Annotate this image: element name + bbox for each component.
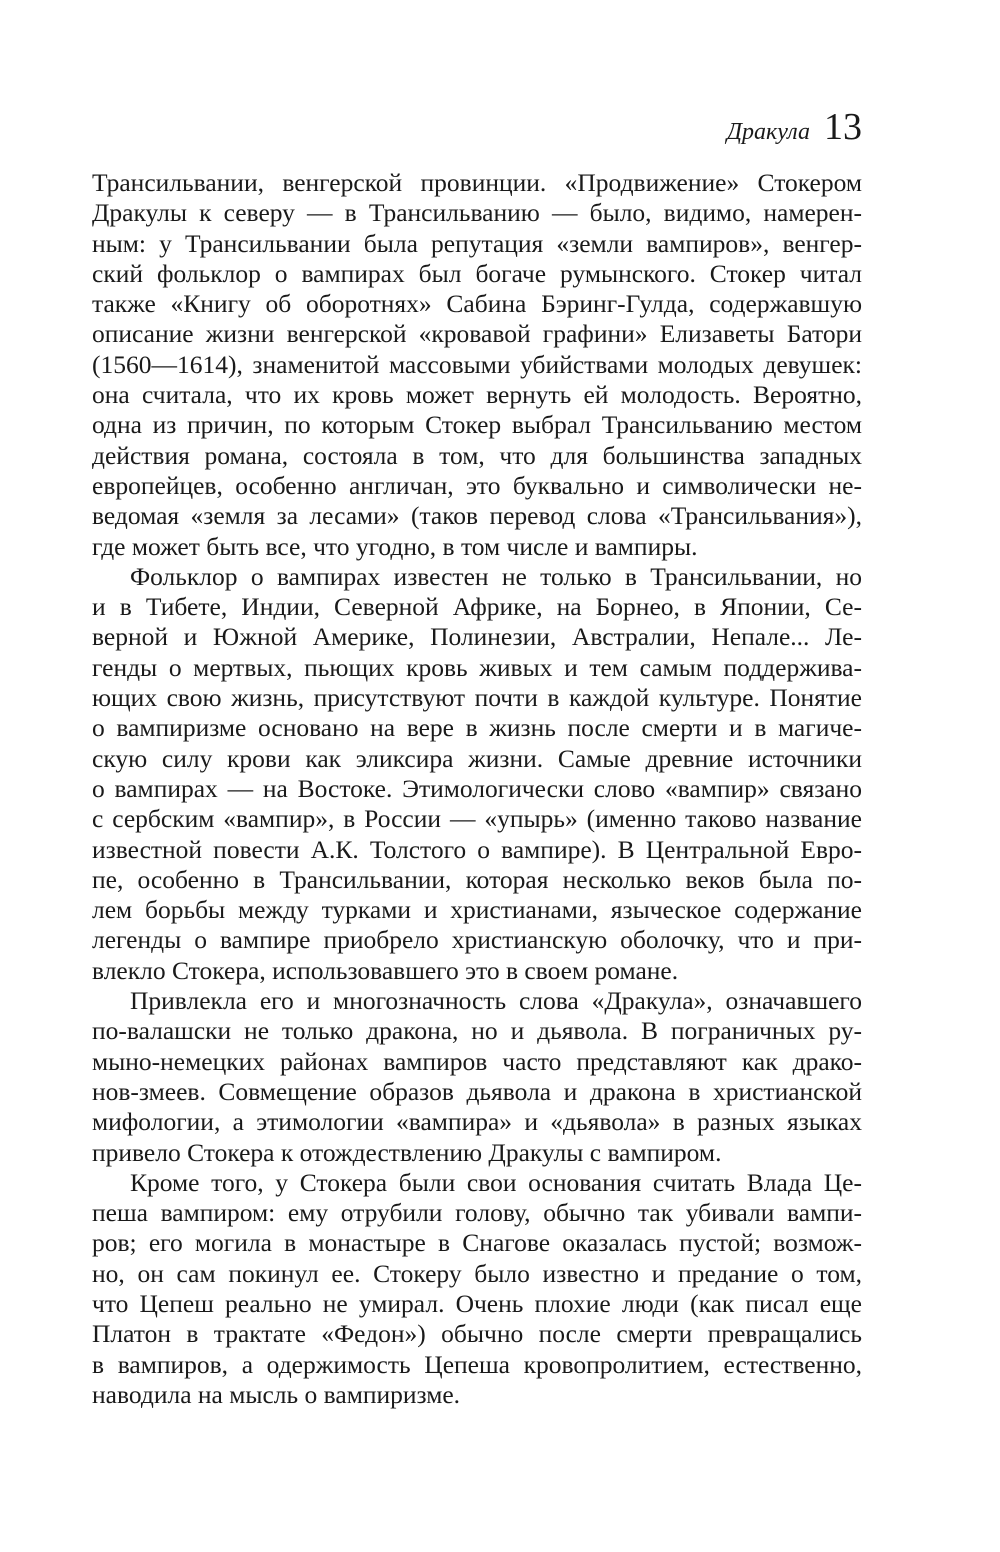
text-line: привело Стокера к отождествлению Дракулы с вампиром. [92,1137,722,1167]
text-line: ведомая «земля за лесами» (таков перевод слова «Трансильвания»), [92,501,862,531]
paragraph [92,986,862,1168]
text-line: пеша вампиром: ему отрубили голову, обычно так убивали вампи- [92,1198,862,1228]
text-line: верной и Южной Америке, Полинезии, Австралии, Непале... Ле- [92,622,862,652]
text-line: нов-змеев. Совмещение образов дьявола и дракона в христианской [92,1076,862,1106]
text-line: описание жизни венгерской «кровавой графини» Елизаветы Батори [92,319,862,349]
text-line: о вампирах — на Востоке. Этимологически слово «вампир» связано [92,773,862,803]
text-line: мыно-немецких районах вампиров часто представляют как драко- [92,1046,862,1076]
running-head [727,108,862,146]
text-line: известной повести А.К. Толстого о вампире). В Центральной Евро- [92,834,862,864]
text-line: действия романа, состояла в том, что для большинства западных [92,440,862,470]
text-line: (1560—1614), знаменитой массовыми убийствами молодых девушек: [92,349,862,379]
text-line: мифологии, а этимологии «вампира» и «дьявола» в разных языках [92,1107,862,1137]
text-line: наводила на мысль о вампиризме. [92,1379,461,1409]
text-line: о вампиризме основано на вере в жизнь после смерти и в магиче- [92,713,862,743]
text-line: европейцев, особенно англичан, это буквально и символически не- [92,470,862,500]
text-line: ющих свою жизнь, присутствуют почти в каждой культуре. Понятие [92,683,862,713]
text-line: с сербским «вампир», в России — «упырь» (именно таково название [92,804,862,834]
text-line: по-валашски не только дракона, но и дьявола. В пограничных ру- [92,1016,862,1046]
text-line: скую силу крови как эликсира жизни. Самые древние источники [92,743,862,773]
page-number: 13 [824,106,862,148]
text-line: Дракулы к северу — в Трансильванию — было, видимо, намерен- [92,198,862,228]
text-line: генды о мертвых, пьющих кровь живых и тем самым поддержива- [92,652,862,682]
paragraph [92,1168,862,1410]
text-line: одна из причин, по которым Стокер выбрал Трансильванию местом [92,410,862,440]
text-line: Платон в трактате «Федон») обычно после смерти превращались [92,1319,862,1349]
text-line: влекло Стокера, использовавшего это в своем романе. [92,955,679,985]
text-line: что Цепеш реально не умирал. Очень плохие люди (как писал еще [92,1288,862,1318]
text-line: она считала, что их кровь может вернуть ей молодость. Вероятно, [92,380,862,410]
text-line: пе, особенно в Трансильвании, которая несколько веков была по- [92,864,862,894]
text-line: лем борьбы между турками и христианами, языческое содержание [92,895,862,925]
text-line: также «Книгу об оборотнях» Сабина Бэринг-Гулда, содержавшую [92,289,862,319]
text-line: Фольклор о вампирах известен не только в Трансильвании, но [130,561,862,591]
text-line: в вампиров, а одержимость Цепеша кровопролитием, естественно, [92,1349,862,1379]
text-line: Кроме того, у Стокера были свои основания считать Влада Це- [130,1167,862,1197]
running-head-title: Дракула [726,119,810,145]
text-line: где может быть все, что угодно, в том числе и вампиры. [92,531,698,561]
text-line: Привлекла его и многозначность слова «Дракула», означавшего [130,986,862,1016]
text-line: Трансильвании, венгерской провинции. «Продвижение» Стокером [92,168,862,197]
text-line: ский фольклор о вампирах был богаче румынского. Стокер читал [92,258,862,288]
text-line: ров; его могила в монастыре в Снагове оказалась пустой; возмож- [92,1228,862,1258]
paragraph [92,168,862,562]
text-line: но, он сам покинул ее. Стокеру было известно и предание о том, [92,1258,862,1288]
text-line: и в Тибете, Индии, Северной Африке, на Борнео, в Японии, Се- [92,592,862,622]
body-text [92,168,862,1410]
text-line: ным: у Трансильвании была репутация «земли вампиров», венгер- [92,228,862,258]
paragraph [92,562,862,986]
text-line: легенды о вампире приобрело христианскую оболочку, что и при- [92,925,862,955]
